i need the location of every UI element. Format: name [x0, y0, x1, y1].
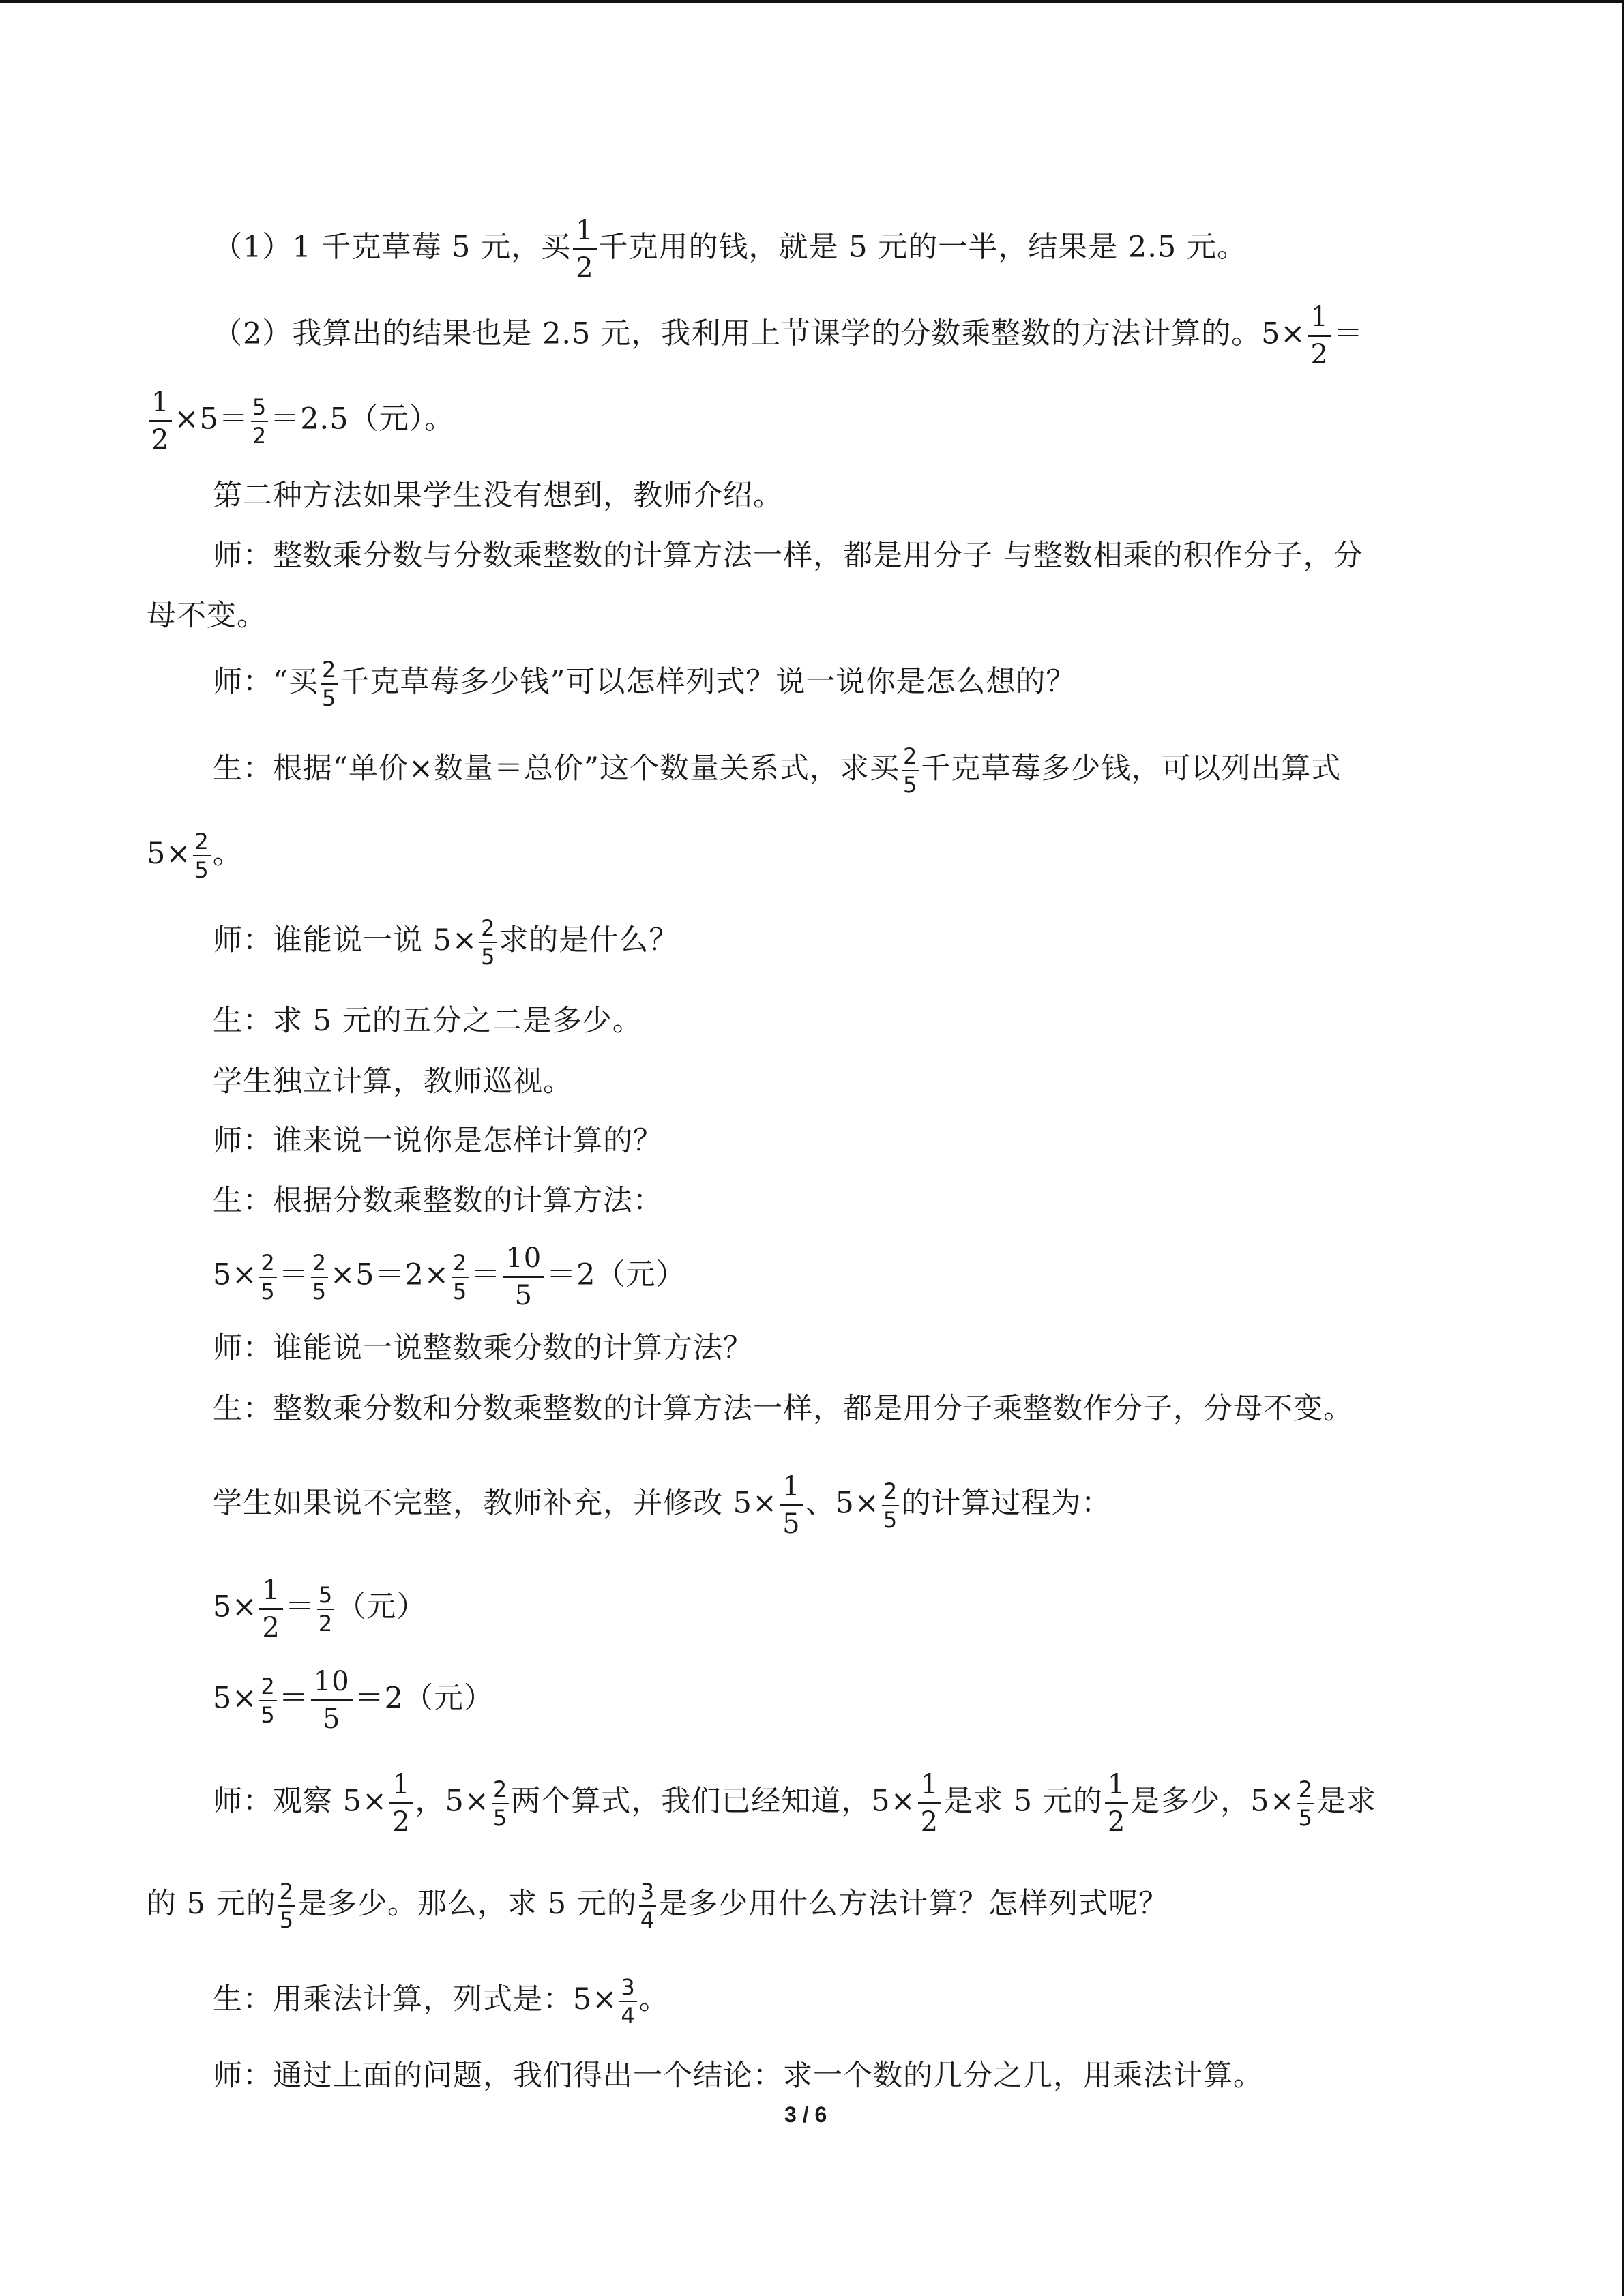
text: 师：“买	[213, 665, 319, 699]
paragraph-4: 师：整数乘分数与分数乘整数的计算方法一样，都是用分子 与整数相乘的积作分子，分	[213, 539, 1363, 573]
paragraph-4-cont: 母不变。	[147, 599, 267, 633]
text: 千克用的钱，就是 5 元的一半，结果是 2.5 元。	[598, 230, 1247, 265]
text: ＝2（元）	[354, 1681, 494, 1716]
text: 的 5 元的	[147, 1887, 276, 1921]
fraction-one-half: $\frac{1}{2}$	[573, 217, 596, 282]
text: ＝	[471, 1257, 501, 1292]
text: 5×	[213, 1681, 258, 1716]
text: 千克草莓多少钱，可以列出算式	[921, 751, 1342, 786]
paragraph-6	[213, 745, 1341, 796]
text: ＝2（元）	[546, 1257, 686, 1292]
fraction-ten-fifths: $\frac{10}{5}$	[503, 1244, 544, 1309]
text: ＝2.5（元）。	[270, 402, 455, 436]
fraction-two-fifths: $\frac{2}{5}$	[279, 1879, 295, 1933]
text: ＝	[1333, 316, 1363, 351]
paragraph-11: 生：根据分数乘整数的计算方法：	[213, 1184, 663, 1218]
fraction-two-fifths: $\frac{2}{5}$	[452, 1249, 468, 1304]
text: 学生如果说不完整，教师补充，并修改 5×	[213, 1486, 778, 1521]
text: ×5＝	[174, 402, 249, 436]
text: 生：用乘法计算，列式是：5×	[213, 1982, 618, 2016]
paragraph-1	[213, 217, 1247, 282]
text: ，5×	[415, 1784, 490, 1819]
equation-2	[213, 1577, 426, 1641]
fraction-three-quarters: $\frac{3}{4}$	[640, 1879, 655, 1933]
text: 师：谁能说一说 5×	[213, 923, 478, 957]
equation-1	[213, 1244, 686, 1309]
fraction-one-half: $\frac{1}{2}$	[149, 389, 172, 453]
fraction-two-fifths: $\frac{2}{5}$	[261, 1673, 276, 1728]
text: ×5＝2×	[330, 1257, 449, 1292]
fraction-two-fifths: $\frac{2}{5}$	[312, 1249, 327, 1304]
text: 是求 5 元的	[943, 1784, 1103, 1819]
fraction-ten-fifths: $\frac{10}{5}$	[311, 1668, 353, 1733]
paragraph-2-cont	[147, 387, 455, 456]
fraction-two-fifths: $\frac{2}{5}$	[492, 1776, 508, 1831]
fraction-two-fifths: $\frac{2}{5}$	[261, 1249, 276, 1304]
fraction-two-fifths: $\frac{2}{5}$	[321, 657, 337, 711]
paragraph-15	[213, 1771, 1376, 1836]
text: 。	[212, 837, 243, 871]
paragraph-6-cont	[147, 831, 243, 881]
paragraph-8: 生：求 5 元的五分之二是多少。	[213, 1004, 643, 1038]
fraction-two-fifths: $\frac{2}{5}$	[883, 1478, 898, 1533]
text: 5×	[213, 1590, 258, 1624]
text: 是求	[1316, 1784, 1377, 1819]
paragraph-2	[213, 303, 1363, 368]
text: ＝	[278, 1681, 309, 1716]
fraction-one-half: $\frac{1}{2}$	[918, 1771, 941, 1836]
text: （元）	[336, 1590, 427, 1624]
text: 是多少。那么，求 5 元的	[297, 1887, 637, 1921]
text: 5×	[213, 1257, 258, 1292]
fraction-two-fifths: $\frac{2}{5}$	[1298, 1776, 1314, 1831]
text: 生：根据“单价×数量＝总价”这个数量关系式，求买	[213, 751, 900, 786]
paragraph-7	[213, 917, 679, 968]
paragraph-5	[213, 659, 1076, 709]
fraction-five-half: $\frac{5}{2}$	[252, 393, 267, 449]
text: （2）我算出的结果也是 2.5 元，我利用上节课学的分数乘整数的方法计算的。5×	[213, 316, 1306, 351]
fraction-five-half: $\frac{5}{2}$	[318, 1581, 334, 1637]
paragraph-14	[213, 1473, 1111, 1538]
fraction-one-half: $\frac{1}{2}$	[1105, 1771, 1128, 1836]
text: 5×	[147, 837, 192, 871]
fraction-two-fifths: $\frac{2}{5}$	[194, 829, 209, 883]
fraction-two-fifths: $\frac{2}{5}$	[481, 915, 496, 970]
fraction-three-quarters: $\frac{3}{4}$	[621, 1974, 636, 2029]
paragraph-10: 师：谁来说一说你是怎样计算的？	[213, 1124, 663, 1158]
text: 、5×	[805, 1486, 880, 1521]
paragraph-17: 师：通过上面的问题，我们得出一个结论：求一个数的几分之几，用乘法计算。	[213, 2059, 1263, 2093]
paragraph-13: 生：整数乘分数和分数乘整数的计算方法一样，都是用分子乘整数作分子，分母不变。	[213, 1392, 1353, 1426]
text: 求的是什么？	[499, 923, 679, 957]
text: 千克草莓多少钱”可以怎样列式？说一说你是怎么想的？	[340, 665, 1076, 699]
text: ＝	[284, 1590, 315, 1624]
paragraph-15-cont	[147, 1881, 1168, 1931]
text: （1）1 千克草莓 5 元，买	[213, 230, 572, 265]
text: 两个算式，我们已经知道，5×	[511, 1784, 916, 1819]
text: 是多少，5×	[1130, 1784, 1295, 1819]
equation-3	[213, 1668, 494, 1733]
paragraph-9: 学生独立计算，教师巡视。	[213, 1064, 573, 1099]
page-number: 3 / 6	[784, 2102, 827, 2127]
paragraph-3: 第二种方法如果学生没有想到，教师介绍。	[213, 479, 783, 513]
paragraph-16	[213, 1976, 669, 2027]
fraction-one-half: $\frac{1}{2}$	[1308, 303, 1331, 368]
fraction-one-half: $\frac{1}{2}$	[259, 1577, 282, 1641]
fraction-one-half: $\frac{1}{2}$	[389, 1771, 413, 1836]
text: 。	[638, 1982, 669, 2016]
fraction-two-fifths: $\frac{2}{5}$	[903, 743, 918, 798]
text: 师：观察 5×	[213, 1784, 388, 1819]
text: ＝	[278, 1257, 309, 1292]
text: 的计算过程为：	[901, 1486, 1112, 1521]
text: 是多少用什么方法计算？怎样列式呢？	[658, 1887, 1169, 1921]
paragraph-12: 师：谁能说一说整数乘分数的计算方法？	[213, 1331, 753, 1365]
fraction-one-fifth: $\frac{1}{5}$	[780, 1473, 803, 1538]
